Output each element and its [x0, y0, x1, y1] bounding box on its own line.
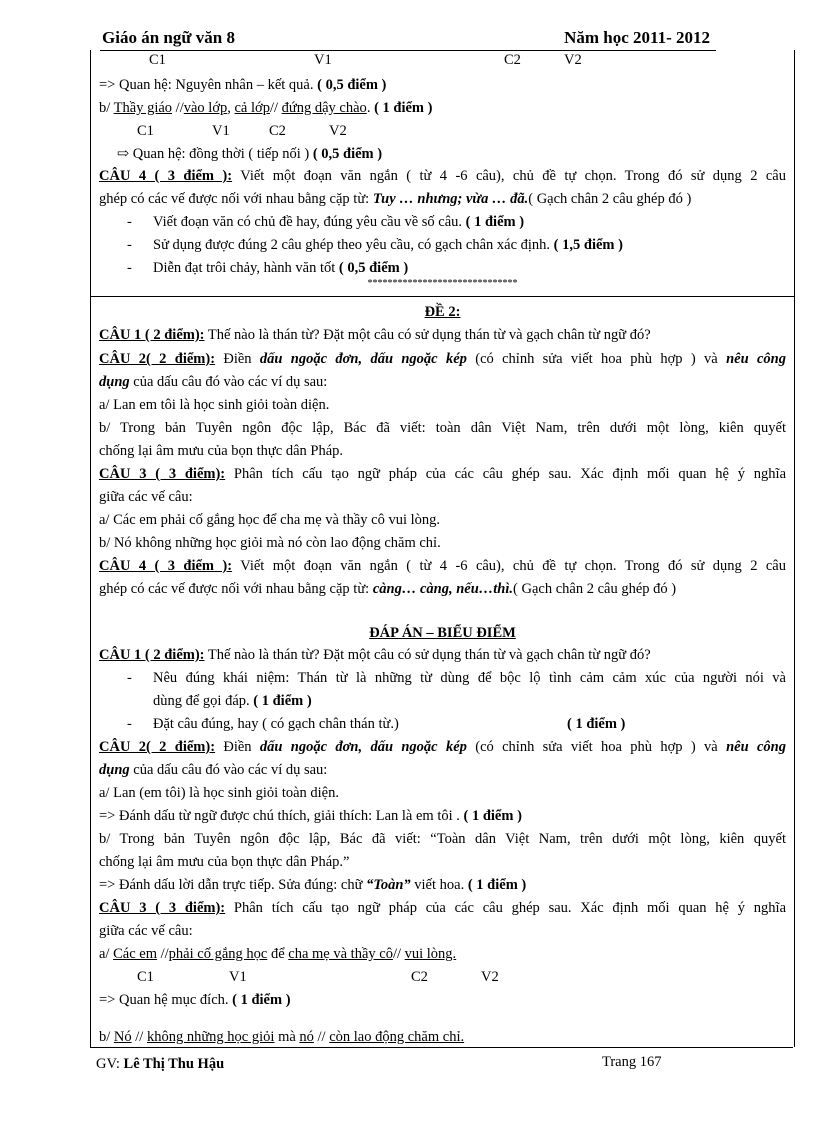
ans-cau2-line1: CÂU 2( 2 điểm): Điền dấu ngoặc đơn, dấu ngoặc kép (có chỉnh sửa viết hoa phù hợp ) và nêu công	[99, 739, 786, 755]
ans-b-explanation: => Đánh dấu lời dẫn trực tiếp. Sửa đúng: chữ “Toàn” viết hoa. ( 1 điểm )	[99, 877, 527, 893]
ans-b-line1: b/ Trong bản Tuyên ngôn độc lập, Bác đã viết: “Toàn dân Việt Nam, trên dưới một lòng, kiên quyết	[99, 831, 786, 847]
footer-teacher: GV: Lê Thị Thu Hậu	[96, 1056, 225, 1072]
de2-cau3-line2: giữa các vế câu:	[99, 489, 193, 505]
header-school-year: Năm học 2011- 2012	[564, 28, 710, 47]
ans-cau3-line2: giữa các vế câu:	[99, 923, 193, 939]
de2-sentence-a: a/ Các em phải cố gắng học để cha mẹ và thầy cô vui lòng.	[99, 512, 441, 528]
de2-cau4-line1: CÂU 4 ( 3 điểm ): Viết một đoạn văn ngắn ( từ 4 -6 câu), chủ đề tự chọn. Trong đó sử dụng 2 câu	[99, 558, 786, 574]
exam-2-title: ĐỀ 2:	[424, 304, 461, 320]
cau4-prompt-line1: CÂU 4 ( 3 điểm ): Viết một đoạn văn ngắn ( từ 4 -6 câu), chủ đề tự chọn. Trong đó sử dụng 2 câu	[99, 168, 786, 184]
arrow-icon: ⇨	[117, 146, 130, 162]
de2-cau4-line2: ghép có các vế được nối với nhau bằng cặp từ: càng… càng, nếu…thì.( Gạch chân 2 câu ghép đó )	[99, 581, 677, 597]
ans-cau1: CÂU 1 ( 2 điểm): Thế nào là thán từ? Đặt một câu có sử dụng thán từ và gạch chân từ ngữ đó?	[99, 647, 651, 663]
star-divider: ******************************	[367, 278, 518, 289]
section-divider	[91, 296, 794, 297]
criteria-item: - Diễn đạt trôi chảy, hành văn tốt ( 0,5 điểm )	[127, 260, 409, 276]
de2-cau3-line1: CÂU 3 ( 3 điểm): Phân tích cấu tạo ngữ pháp của các câu ghép sau. Xác định mối quan hệ ý nghĩa	[99, 466, 787, 482]
de2-cau2-line1: CÂU 2( 2 điểm): Điền dấu ngoặc đơn, dấu ngoặc kép (có chỉnh sửa viết hoa phù hợp ) và nêu công	[99, 351, 786, 367]
ans-b-line2: chống lại âm mưu của bọn thực dân Pháp.”	[99, 854, 350, 870]
sentence-b-analysis: b/ Thầy giáo //vào lớp, cả lớp// đứng dậy chào. ( 1 điểm )	[99, 100, 433, 116]
ans-cau1-point1-line1: - Nêu đúng khái niệm: Thán từ là những từ dùng để bộc lộ tình cảm cảm xúc của người nói và	[127, 670, 786, 686]
ans-cau1-point1-line2: dùng để gọi đáp. ( 1 điểm )	[153, 693, 312, 709]
ans-cau1-point2: - Đặt câu đúng, hay ( có gạch chân thán từ.) ( 1 điểm )	[127, 716, 626, 732]
ans-cau3-line1: CÂU 3 ( 3 điểm): Phân tích cấu tạo ngữ pháp của các câu ghép sau. Xác định mối quan hệ ý nghĩa	[99, 900, 787, 916]
relation-3: => Quan hệ mục đích. ( 1 điểm )	[99, 992, 291, 1008]
ans-sentence-b-analysis: b/ Nó // không những học giỏi mà nó // còn lao động chăm chỉ.	[99, 1029, 465, 1045]
relation-1: => Quan hệ: Nguyên nhân – kết quả. ( 0,5 điểm )	[99, 77, 387, 93]
de2-example-b-line1: b/ Trong bản Tuyên ngôn độc lập, Bác đã viết: toàn dân Việt Nam, trên dưới một lòng, kiên quyết	[99, 420, 786, 436]
ans-cau2-line2: dụng của dấu câu đó vào các ví dụ sau:	[99, 762, 328, 778]
de2-example-a: a/ Lan em tôi là học sinh giỏi toàn diện.	[99, 397, 330, 413]
page-footer	[90, 1047, 793, 1072]
ans-a-explanation: => Đánh dấu từ ngữ được chú thích, giải thích: Lan là em tôi . ( 1 điểm )	[99, 808, 522, 824]
page-header	[100, 26, 716, 51]
footer-page-number: Trang 167	[602, 1054, 662, 1070]
criteria-item: - Viết đoạn văn có chủ đề hay, đúng yêu cầu về số câu. ( 1 điểm )	[127, 214, 525, 230]
de2-example-b-line2: chống lại âm mưu của bọn thực dân Pháp.	[99, 443, 344, 459]
criteria-item: - Sử dụng được đúng 2 câu ghép theo yêu cầu, có gạch chân xác định. ( 1,5 điểm )	[127, 237, 623, 253]
answer-key-title: ĐÁP ÁN – BIỂU ĐIỂM	[369, 625, 516, 641]
ans-a-line: a/ Lan (em tôi) là học sinh giỏi toàn diện.	[99, 785, 339, 801]
cau4-prompt-line2: ghép có các vế được nối với nhau bằng cặp từ: Tuy … nhưng; vừa … đã.( Gạch chân 2 câu ghép đó )	[99, 191, 692, 207]
de2-cau2-line2: dụng của dấu câu đó vào các ví dụ sau:	[99, 374, 328, 390]
de2-sentence-b: b/ Nó không những học giỏi mà nó còn lao động chăm chỉ.	[99, 535, 441, 551]
de2-cau1: CÂU 1 ( 2 điểm): Thế nào là thán từ? Đặt một câu có sử dụng thán từ và gạch chân từ ngữ đó?	[99, 327, 651, 343]
header-subject: Giáo án ngữ văn 8	[102, 28, 236, 47]
content-frame: C1 V1 C2 V2 => Quan hệ: Nguyên nhân – kết quả. ( 0,5 điểm ) b/ Thầy giáo //vào lớp, cả lớp// đứng dậy chào. ( 1 điểm ) C1 V1 C2 V2 ⇨ Quan hệ: đồng thời ( tiếp nối ) ( 0,5 điểm ) CÂU 4 ( 3 điểm ): Viết một đoạn văn ngắn ( từ 4 -6 câu), chủ đề tự chọn. Trong đó sử dụng 2 câu ghép có các vế được nối với nhau bằng cặp từ: Tuy … nhưng; vừa … đã.( Gạch chân 2 câu ghép đó ) - Viết đoạn văn có chủ đề hay, đúng yêu cầu về số câu. ( 1 điểm ) - Sử dụng được đúng 2 câu ghép theo yêu cầu, có gạch chân xác định. ( 1,5 điểm ) - Diễn đạt trôi chảy, hành văn tốt ( 0,5 điểm ) ****************************** ĐỀ 2: CÂU 1 ( 2 điểm): Thế nào là thán từ? Đặt một câu có sử dụng thán từ và gạch chân từ ngữ đó? CÂU 2( 2 điểm): Điền dấu ngoặc đơn, dấu ngoặc kép (có chỉnh sửa viết hoa phù hợp ) và nêu công dụng của dấu câu đó vào các ví dụ sau: a/ Lan em tôi là học sinh giỏi toàn diện. b/ Trong bản Tuyên ngôn độc lập, Bác đã viết: toàn dân Việt Nam, trên dưới một lòng, kiên quyết chống lại âm mưu của bọn thực dân Pháp. CÂU 3 ( 3 điểm): Phân tích cấu tạo ngữ pháp của các câu ghép sau. Xác định mối quan hệ ý nghĩa giữa các vế câu: a/ Các em phải cố gắng học để cha mẹ và thầy cô vui lòng. b/ Nó không những học giỏi mà nó còn lao động chăm chỉ. CÂU 4 ( 3 điểm ): Viết một đoạn văn ngắn ( từ 4 -6 câu), chủ đề tự chọn. Trong đó sử dụng 2 câu ghép có các vế được nối với nhau bằng cặp từ: càng… càng, nếu…thì.( Gạch chân 2 câu ghép đó ) ĐÁP ÁN – BIỂU ĐIỂM CÂU 1 ( 2 điểm): Thế nào là thán từ? Đặt một câu có sử dụng thán từ và gạch chân từ ngữ đó? - Nêu đúng khái niệm: Thán từ là những từ dùng để bộc lộ tình cảm cảm xúc của người nói và dùng để gọi đáp. ( 1 điểm ) - Đặt câu đúng, hay ( có gạch chân thán từ.) ( 1 điểm ) CÂU 2( 2 điểm): Điền dấu ngoặc đơn, dấu ngoặc kép (có chỉnh sửa viết hoa phù hợp ) và nêu công dụng của dấu câu đó vào các ví dụ sau: a/ Lan (em tôi) là học sinh giỏi toàn diện. => Đánh dấu từ ngữ được chú thích, giải thích: Lan là em tôi . ( 1 điểm ) b/ Trong bản Tuyên ngôn độc lập, Bác đã viết: “Toàn dân Việt Nam, trên dưới một lòng, kiên quyết chống lại âm mưu của bọn thực dân Pháp.” => Đánh dấu lời dẫn trực tiếp. Sửa đúng: chữ “Toàn” viết hoa. ( 1 điểm ) CÂU 3 ( 3 điểm): Phân tích cấu tạo ngữ pháp của các câu ghép sau. Xác định mối quan hệ ý nghĩa giữa các vế câu: a/ Các em //phải cố gắng học để cha mẹ và thầy cô// vui lòng. C1 V1 C2 V2 => Quan hệ mục đích. ( 1 điểm ) b/ Nó // không những học giỏi mà nó // còn lao động chăm chỉ.	[90, 50, 795, 1047]
relation-2: ⇨ Quan hệ: đồng thời ( tiếp nối ) ( 0,5 điểm )	[117, 146, 383, 162]
ans-sentence-a-analysis: a/ Các em //phải cố gắng học để cha mẹ và thầy cô// vui lòng.	[99, 946, 457, 962]
